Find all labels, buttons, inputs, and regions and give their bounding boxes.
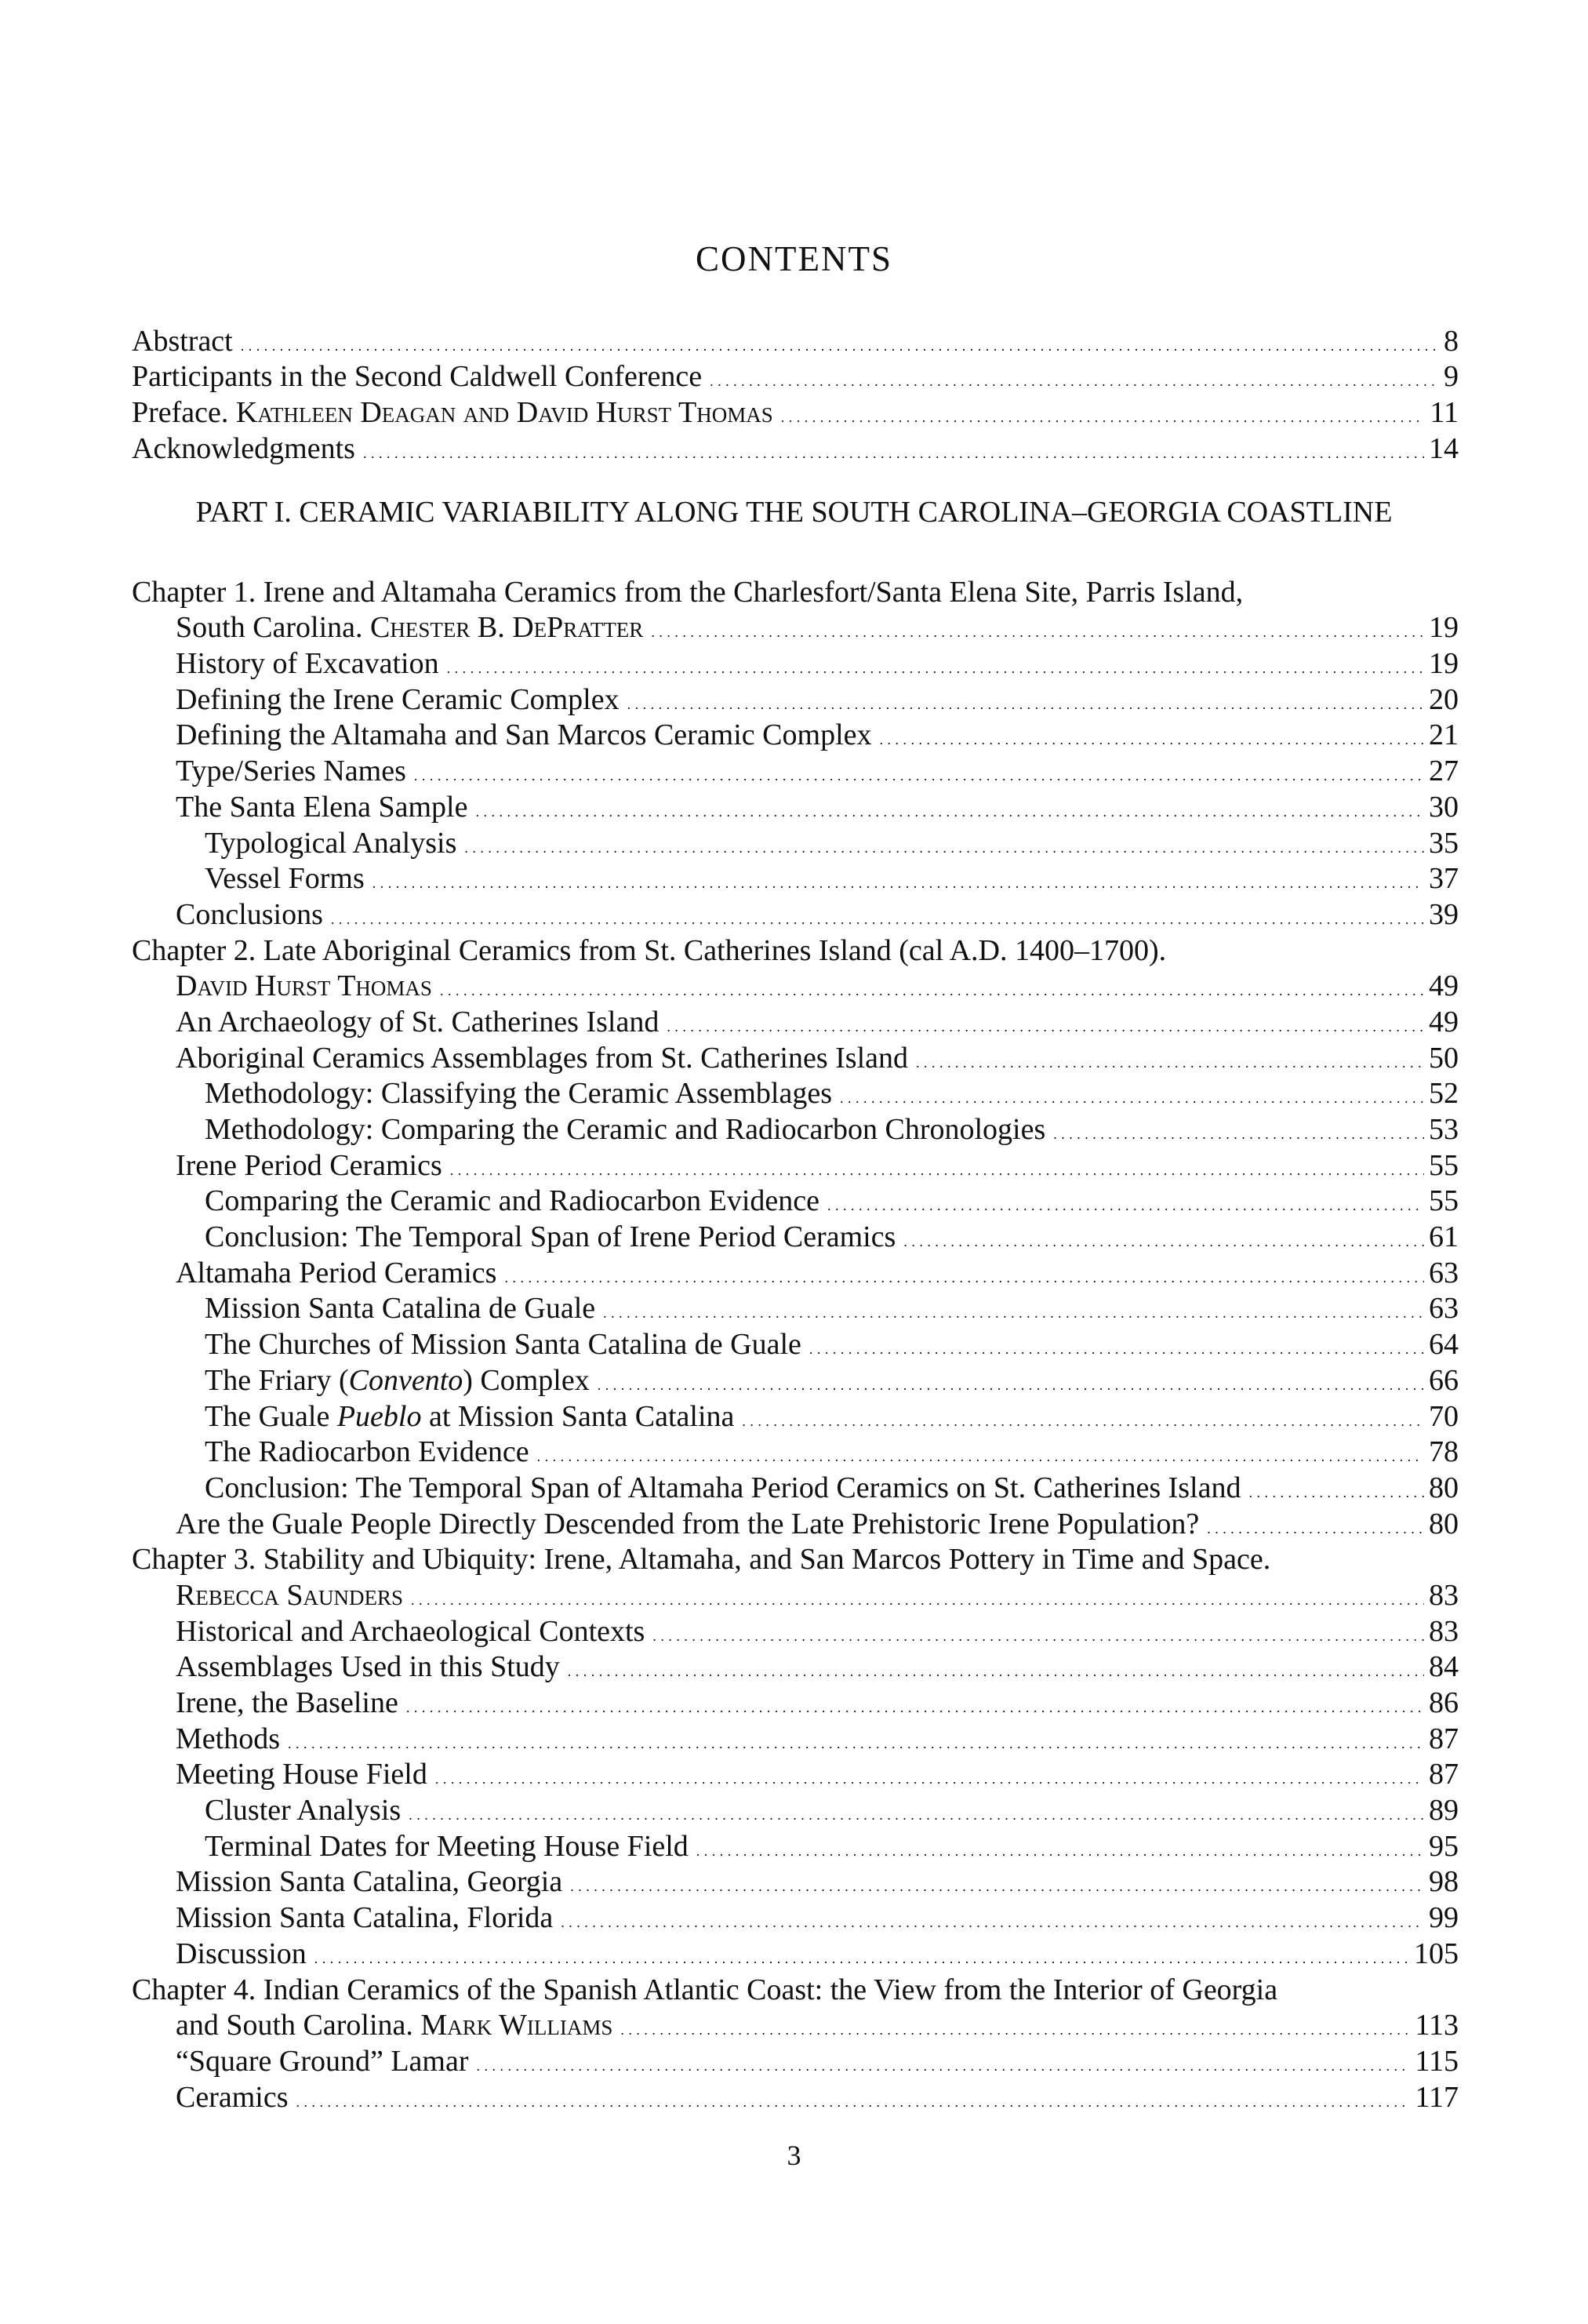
dot-leader xyxy=(809,1329,1424,1359)
toc-entry-label xyxy=(205,1363,590,1397)
dot-leader xyxy=(781,398,1426,427)
toc-entry-page: 83 xyxy=(1429,1614,1459,1648)
toc-subentry[interactable] xyxy=(132,1288,1459,1324)
toc-entry-page: 49 xyxy=(1429,1005,1459,1038)
toc-entry-page: 80 xyxy=(1429,1471,1459,1504)
toc-entry-page: 30 xyxy=(1429,790,1459,824)
toc-entry-page: 86 xyxy=(1429,1686,1459,1719)
toc-entry-label: Conclusions xyxy=(176,897,323,931)
toc-entry-page: 87 xyxy=(1429,1722,1459,1755)
toc-subentry[interactable] xyxy=(132,1108,1459,1144)
dot-leader xyxy=(742,1402,1424,1431)
label-part: The Friary ( xyxy=(205,1363,349,1397)
toc-entry-page: 50 xyxy=(1429,1041,1459,1075)
toc-subentry[interactable] xyxy=(132,1073,1459,1109)
toc-entry[interactable] xyxy=(132,642,1459,681)
chapter-heading[interactable] xyxy=(132,1969,1459,2005)
toc-entry-label: Cluster Analysis xyxy=(205,1794,402,1828)
toc-entry[interactable] xyxy=(132,320,1459,356)
toc-entry-page: 27 xyxy=(1429,755,1459,788)
toc-entry-page: 105 xyxy=(1414,1937,1459,1970)
toc-entry-label: Methodology: Comparing the Ceramic and Radiocarbon Chronologies xyxy=(205,1113,1046,1146)
toc-subentry[interactable] xyxy=(132,1180,1459,1217)
dot-leader xyxy=(447,649,1424,678)
toc-entry[interactable] xyxy=(132,2040,1459,2076)
toc-entry[interactable] xyxy=(132,1037,1459,1073)
toc-entry-page: 37 xyxy=(1429,862,1459,896)
toc-entry-label: Defining the Altamaha and San Marcos Ceramic Complex xyxy=(176,718,872,752)
dot-leader xyxy=(314,1939,1409,1969)
toc-entry-label: Are the Guale People Directly Descended from the Late Prehistoric Irene Population? xyxy=(176,1507,1200,1540)
toc-entry-page: 84 xyxy=(1429,1650,1459,1684)
toc-entry-page: 64 xyxy=(1429,1328,1459,1362)
toc-entry-page: 20 xyxy=(1429,682,1459,716)
dot-leader xyxy=(296,2082,1411,2112)
dot-leader xyxy=(598,1366,1424,1395)
chapter-title: Chapter 4. Indian Ceramics of the Spanish Atlantic Coast: the View from the Interior of Georgia xyxy=(132,1973,1278,2006)
toc-entry-label: Mission Santa Catalina de Guale xyxy=(205,1292,596,1326)
dot-leader xyxy=(667,1007,1424,1037)
toc-entry[interactable] xyxy=(132,1718,1459,1754)
chapter-heading[interactable] xyxy=(132,929,1459,966)
toc-entry[interactable] xyxy=(132,715,1459,751)
toc-entry[interactable] xyxy=(132,391,1459,430)
toc-entry-page: 49 xyxy=(1429,969,1459,1003)
toc-entry-label: Acknowledgments xyxy=(132,431,355,465)
chapter-list xyxy=(132,571,1459,2112)
dot-leader xyxy=(603,1293,1424,1323)
toc-entry-label: Conclusion: The Temporal Span of Irene Period Ceramics xyxy=(205,1220,896,1254)
dot-leader xyxy=(696,1831,1424,1861)
toc-entry[interactable] xyxy=(132,1682,1459,1718)
toc-entry-label xyxy=(176,611,644,645)
toc-entry-page: 61 xyxy=(1429,1220,1459,1254)
toc-entry-page: 99 xyxy=(1429,1901,1459,1935)
dot-leader xyxy=(477,2046,1411,2076)
toc-entry-label: Defining the Irene Ceramic Complex xyxy=(176,682,620,716)
toc-entry-title: Preface. xyxy=(132,396,229,430)
toc-entry-label: Type/Series Names xyxy=(176,755,406,788)
toc-subentry[interactable] xyxy=(132,1395,1459,1431)
toc-entry-label: Discussion xyxy=(176,1937,307,1970)
toc-entry-page: 11 xyxy=(1430,396,1459,430)
toc-entry-page: 117 xyxy=(1415,2080,1459,2114)
chapter-author: David Hurst Thomas xyxy=(176,969,432,1003)
toc-entry[interactable] xyxy=(132,893,1459,929)
dot-leader xyxy=(570,1867,1424,1897)
dot-leader xyxy=(916,1043,1424,1073)
toc-entry-label: Vessel Forms xyxy=(205,862,365,896)
toc-entry-page: 80 xyxy=(1429,1507,1459,1540)
toc-entry[interactable] xyxy=(132,1933,1459,1969)
toc-entry-page: 115 xyxy=(1415,2044,1459,2078)
page-title: CONTENTS xyxy=(696,239,892,278)
chapter-author: Rebecca Saunders xyxy=(176,1578,404,1612)
chapter-title: Chapter 1. Irene and Altamaha Ceramics from the Charlesfort/Santa Elena Site, Parris Island, xyxy=(132,575,1244,609)
part-heading: PART I. CERAMIC VARIABILITY ALONG THE SOUTH CAROLINA–GEORGIA COASTLINE xyxy=(195,496,1393,529)
label-italic: Pueblo xyxy=(336,1399,422,1433)
toc-entry-label: The Santa Elena Sample xyxy=(176,790,468,824)
chapter-title-cont: South Carolina. xyxy=(176,611,363,645)
toc-subentry[interactable] xyxy=(132,1359,1459,1395)
toc-subentry[interactable] xyxy=(132,1431,1459,1468)
page-number: 3 xyxy=(787,2140,801,2171)
toc-entry-page: 55 xyxy=(1429,1148,1459,1182)
toc-entry-page: 53 xyxy=(1429,1113,1459,1146)
toc-entry-page: 14 xyxy=(1429,431,1459,465)
toc-entry-page: 8 xyxy=(1444,324,1459,358)
label-part: ) Complex xyxy=(463,1363,590,1397)
label-part: at Mission Santa Catalina xyxy=(421,1399,735,1433)
chapter-author: Mark Williams xyxy=(420,2009,613,2042)
toc-entry-label: Historical and Archaeological Contexts xyxy=(176,1614,645,1648)
toc-subentry[interactable] xyxy=(132,1323,1459,1362)
dot-leader xyxy=(561,1903,1424,1933)
dot-leader xyxy=(406,1688,1424,1718)
toc-entry[interactable] xyxy=(132,1610,1459,1646)
toc-entry-page: 19 xyxy=(1429,611,1459,645)
chapter-heading-cont[interactable] xyxy=(132,607,1459,643)
toc-subentry[interactable] xyxy=(132,1825,1459,1861)
toc-entry-label xyxy=(176,2010,612,2040)
toc-entry[interactable] xyxy=(132,1754,1459,1790)
toc-entry-page: 9 xyxy=(1444,360,1459,394)
toc-subentry[interactable] xyxy=(132,1789,1459,1828)
chapter-author: Chester B. DePratter xyxy=(370,611,644,645)
toc-entry-label: Meeting House Field xyxy=(176,1758,427,1791)
toc-entry-label: The Radiocarbon Evidence xyxy=(205,1435,529,1469)
toc-entry[interactable] xyxy=(132,356,1459,392)
toc-entry-page: 55 xyxy=(1429,1184,1459,1218)
toc-subentry[interactable] xyxy=(132,1216,1459,1252)
toc-entry[interactable] xyxy=(132,1144,1459,1180)
toc-entry[interactable] xyxy=(132,2076,1459,2112)
dot-leader xyxy=(409,1795,1424,1825)
toc-entry[interactable] xyxy=(132,1897,1459,1933)
toc-entry-label xyxy=(205,1399,735,1433)
dot-leader xyxy=(440,971,1424,1001)
dot-leader xyxy=(627,685,1424,715)
toc-entry-label: Aboriginal Ceramics Assemblages from St. Catherines Island xyxy=(176,1041,908,1075)
dot-leader xyxy=(1207,1509,1424,1539)
chapter-title: Chapter 2. Late Aboriginal Ceramics from St. Catherines Island (cal A.D. 1400–1700). xyxy=(132,933,1167,967)
toc-entry-page: 66 xyxy=(1429,1363,1459,1397)
toc-entry[interactable] xyxy=(132,1646,1459,1682)
toc-entry-label: Assemblages Used in this Study xyxy=(176,1650,560,1684)
toc-entry-label: Participants in the Second Caldwell Conference xyxy=(132,360,703,394)
dot-leader xyxy=(372,864,1424,893)
toc-entry-label xyxy=(132,396,773,430)
chapter-heading[interactable] xyxy=(132,571,1459,607)
dot-leader xyxy=(568,1652,1424,1682)
toc-entry-label: Terminal Dates for Meeting House Field xyxy=(205,1829,689,1863)
chapter-title: Chapter 3. Stability and Ubiquity: Irene, Altamaha, and San Marcos Pottery in Time and Space. xyxy=(132,1543,1271,1577)
front-matter-list xyxy=(132,320,1459,464)
toc-entry-label: The Churches of Mission Santa Catalina de Guale xyxy=(205,1328,801,1362)
toc-entry-page: 98 xyxy=(1429,1865,1459,1899)
toc-entry-label: Comparing the Ceramic and Radiocarbon Evidence xyxy=(205,1184,820,1218)
toc-entry-page: 89 xyxy=(1429,1794,1459,1828)
dot-leader xyxy=(827,1186,1424,1216)
dot-leader xyxy=(476,792,1425,822)
toc-entry-label: “Square Ground” Lamar xyxy=(176,2044,469,2078)
toc-subentry[interactable] xyxy=(132,822,1459,858)
chapter-heading-cont[interactable] xyxy=(132,2005,1459,2041)
toc-entry-page: 113 xyxy=(1415,2009,1459,2042)
label-part: The Guale xyxy=(205,1399,337,1433)
dot-leader xyxy=(652,1617,1424,1646)
toc-subentry[interactable] xyxy=(132,858,1459,894)
dot-leader xyxy=(880,720,1425,750)
toc-entry[interactable] xyxy=(132,750,1459,786)
dot-leader xyxy=(363,434,1424,464)
toc-entry[interactable] xyxy=(132,1503,1459,1539)
toc-entry-page: 78 xyxy=(1429,1435,1459,1469)
toc-entry-page: 21 xyxy=(1429,718,1459,752)
toc-entry-label: Methodology: Classifying the Ceramic Assemblages xyxy=(205,1077,833,1111)
dot-leader xyxy=(651,613,1424,642)
label-italic: Convento xyxy=(348,1363,463,1397)
dot-leader xyxy=(537,1437,1424,1467)
toc-entry[interactable] xyxy=(132,1001,1459,1037)
toc-entry-label: Abstract xyxy=(132,324,233,358)
dot-leader xyxy=(710,362,1439,391)
dot-leader xyxy=(331,900,1424,929)
dot-leader xyxy=(464,828,1424,858)
dot-leader xyxy=(411,1580,1424,1610)
toc-entry-label: Typological Analysis xyxy=(205,826,457,860)
toc-entry-page: 39 xyxy=(1429,897,1459,931)
toc-entry-label: Conclusion: The Temporal Span of Altamaha Period Ceramics on St. Catherines Island xyxy=(205,1471,1241,1504)
dot-leader xyxy=(241,326,1439,356)
toc-entry-label: Ceramics xyxy=(176,2080,289,2114)
toc-entry-label: An Archaeology of St. Catherines Island xyxy=(176,1005,660,1038)
chapter-heading-cont[interactable] xyxy=(132,1574,1459,1610)
dot-leader xyxy=(840,1078,1424,1108)
dot-leader xyxy=(504,1258,1424,1288)
toc-entry[interactable] xyxy=(132,427,1459,464)
dot-leader xyxy=(1053,1115,1424,1144)
toc-entry-author: Kathleen Deagan and David Hurst Thomas xyxy=(235,396,773,430)
dot-leader xyxy=(450,1151,1424,1180)
toc-entry-label: Altamaha Period Ceramics xyxy=(176,1256,497,1289)
chapter-title-cont: and South Carolina. xyxy=(176,2009,413,2042)
toc-entry[interactable] xyxy=(132,786,1459,822)
toc-entry-page: 35 xyxy=(1429,826,1459,860)
toc-entry-page: 87 xyxy=(1429,1758,1459,1791)
dot-leader xyxy=(620,2010,1410,2040)
toc-entry-page: 63 xyxy=(1429,1292,1459,1326)
toc-subentry[interactable] xyxy=(132,1467,1459,1503)
toc-entry-label: Mission Santa Catalina, Florida xyxy=(176,1901,554,1935)
dot-leader xyxy=(414,756,1424,786)
toc-entry-page: 70 xyxy=(1429,1399,1459,1433)
dot-leader xyxy=(288,1724,1424,1754)
toc-entry-page: 19 xyxy=(1429,647,1459,681)
dot-leader xyxy=(903,1222,1424,1252)
toc-entry-label: Irene Period Ceramics xyxy=(176,1148,442,1182)
dot-leader xyxy=(1248,1473,1424,1503)
toc-entry-label: Methods xyxy=(176,1722,280,1755)
toc-entry[interactable] xyxy=(132,1861,1459,1897)
chapter-heading[interactable] xyxy=(132,1539,1459,1575)
toc-entry-page: 52 xyxy=(1429,1077,1459,1111)
toc-entry-page: 63 xyxy=(1429,1256,1459,1289)
chapter-heading-cont[interactable] xyxy=(132,966,1459,1002)
toc-entry[interactable] xyxy=(132,1252,1459,1288)
toc-entry[interactable] xyxy=(132,678,1459,715)
dot-leader xyxy=(435,1759,1424,1789)
toc-entry-label: Mission Santa Catalina, Georgia xyxy=(176,1865,563,1899)
toc-entry-label: History of Excavation xyxy=(176,647,439,681)
toc-entry-label: Irene, the Baseline xyxy=(176,1686,398,1719)
toc-entry-page: 95 xyxy=(1429,1829,1459,1863)
toc-entry-page: 83 xyxy=(1429,1578,1459,1612)
